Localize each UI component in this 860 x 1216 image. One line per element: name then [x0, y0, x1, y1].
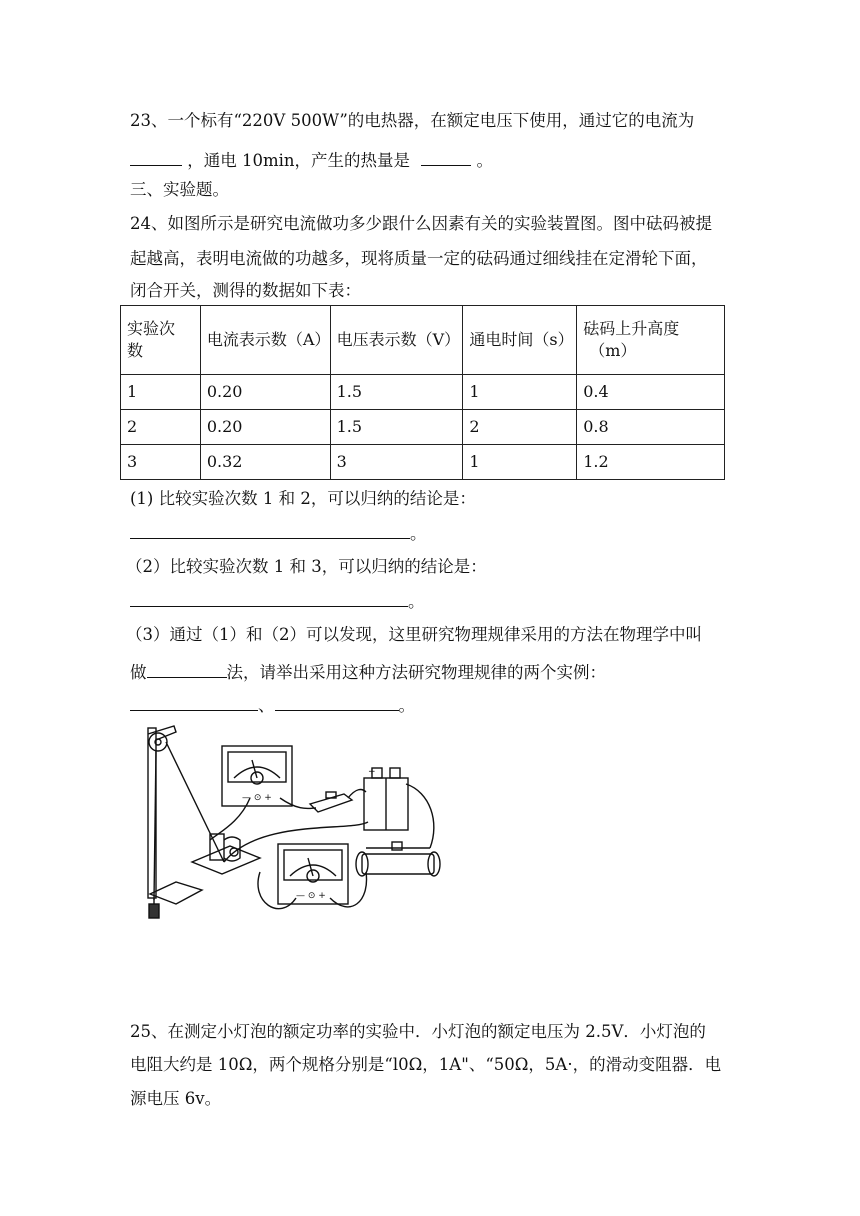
voltmeter: [278, 844, 348, 904]
q24-sub3-line2: 做 法，请举出采用这种方法研究物理规律的两个实例：: [130, 659, 606, 684]
answer-blank[interactable]: [275, 692, 399, 711]
ammeter: [222, 746, 292, 806]
rheostat: [356, 842, 440, 876]
q23-line2: [130, 147, 493, 172]
answer-blank[interactable]: [130, 147, 182, 166]
table-row: [121, 445, 725, 480]
q24-sub1: (1) 比较实验次数 1 和 2，可以归纳的结论是：: [130, 489, 476, 508]
table-cell: 0.4: [577, 375, 725, 410]
table-cell: 0.20: [200, 410, 330, 445]
svg-text:+: +: [368, 767, 376, 777]
table-cell: 3: [330, 445, 463, 480]
table-row: [121, 410, 725, 445]
experiment-apparatus-illustration: [130, 722, 450, 922]
table-cell: 1.2: [577, 445, 725, 480]
q25-line3: 源电压 6v。: [130, 1089, 222, 1108]
table-cell: 0.32: [200, 445, 330, 480]
table-cell: 3: [121, 445, 201, 480]
q24-sub2-answer: 。: [130, 588, 425, 613]
table-cell: 0.8: [577, 410, 725, 445]
svg-text:— ⊙ +: — ⊙ +: [242, 793, 272, 803]
q23-line1: 23、一个标有“220V 500W”的电热器，在额定电压下使用，通过它的电流为: [130, 111, 695, 130]
table-cell: 2: [463, 410, 577, 445]
q24-sub2: （2）比较实验次数 1 和 3，可以归纳的结论是：: [126, 557, 487, 576]
answer-blank[interactable]: [130, 520, 410, 539]
q24-sub3-line1: （3）通过（1）和（2）可以发现，这里研究物理规律采用的方法在物理学中叫: [126, 625, 702, 644]
q25-line2: 电阻大约是 10Ω，两个规格分别是“l0Ω，1A"、“50Ω，5A·，的滑动变阻器．电: [130, 1055, 722, 1074]
data-table: [120, 305, 725, 480]
table-header-cell: 电压表示数（V）: [330, 306, 463, 375]
answer-blank[interactable]: [130, 588, 408, 607]
answer-blank[interactable]: [130, 692, 258, 711]
answer-blank[interactable]: [421, 147, 471, 166]
pulley-stand: [148, 726, 224, 918]
table-cell: 0.20: [200, 375, 330, 410]
answer-blank[interactable]: [147, 659, 227, 678]
table-header-cell: 实验次 数: [121, 306, 201, 375]
table-cell: 1: [463, 375, 577, 410]
motor: [192, 834, 260, 874]
table-header-cell: 电流表示数（A）: [200, 306, 330, 375]
table-cell: 1.5: [330, 375, 463, 410]
section-heading: 三、实验题。: [130, 180, 229, 199]
table-header-cell: 通电时间（s）: [463, 306, 577, 375]
table-cell: 1: [463, 445, 577, 480]
table-cell: 1: [121, 375, 201, 410]
q24-sub3-line3: 、 。: [130, 692, 415, 717]
q24-line3: 闭合开关，测得的数据如下表：: [130, 281, 361, 300]
battery: [364, 767, 408, 830]
table-header-row: [121, 306, 725, 375]
svg-text:— ⊙ +: — ⊙ +: [296, 891, 326, 901]
table-cell: 1.5: [330, 410, 463, 445]
q23-line2-end: 。: [476, 151, 494, 170]
table-cell: 2: [121, 410, 201, 445]
q23-line2-text: ，通电 10min，产生的热量是: [187, 151, 411, 170]
q24-sub1-answer: 。: [130, 520, 427, 545]
table-row: [121, 375, 725, 410]
switch: [310, 792, 352, 812]
q24-line1: 24、如图所示是研究电流做功多少跟什么因素有关的实验装置图。图中砝码被提: [130, 214, 712, 233]
q25-line1: 25、在测定小灯泡的额定功率的实验中．小灯泡的额定电压为 2.5V．小灯泡的: [130, 1022, 706, 1041]
table-header-cell: 砝码上升高度 （m）: [577, 306, 725, 375]
q24-line2: 起越高，表明电流做的功越多，现将质量一定的砝码通过细线挂在定滑轮下面，: [130, 249, 708, 268]
